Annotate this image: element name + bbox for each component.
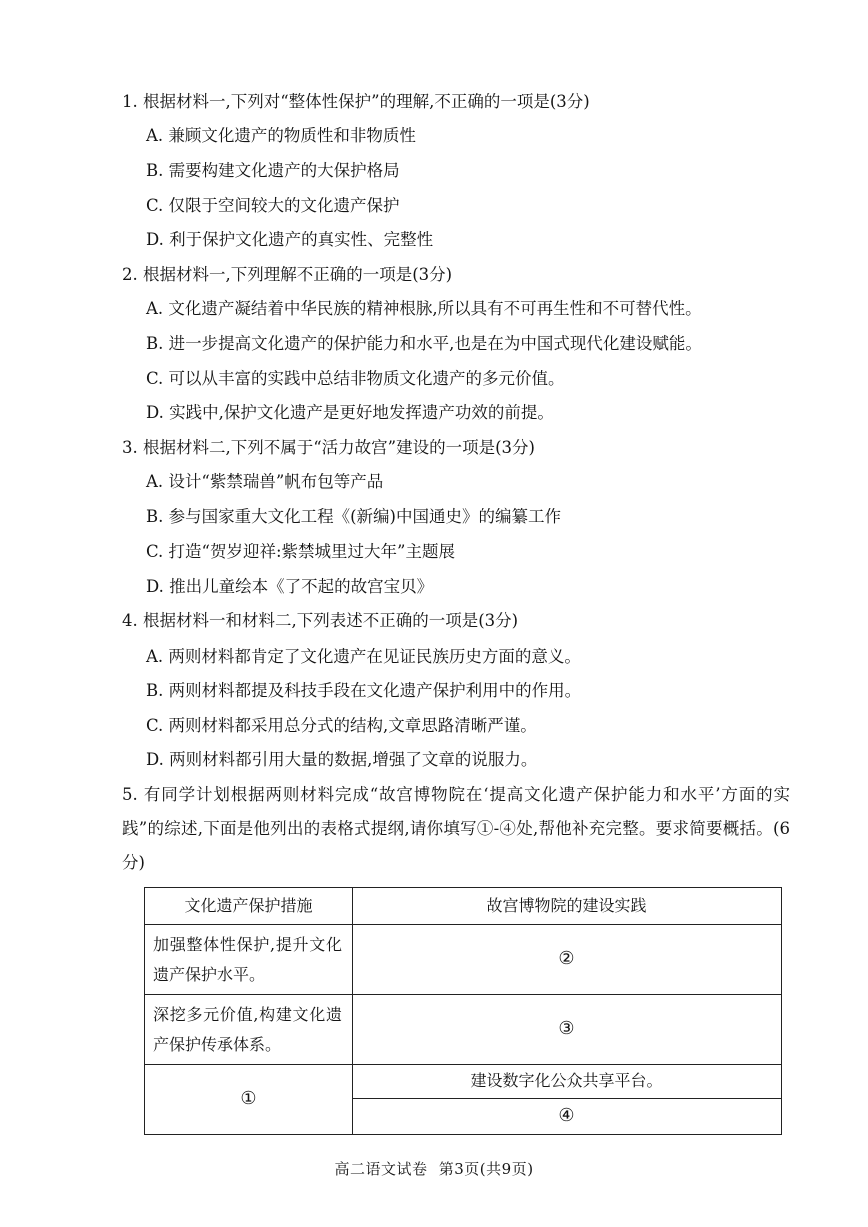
question-1-option-a: A. 兼顾文化遗产的物质性和非物质性 [146,126,416,145]
question-2-option-c: C. 可以从丰富的实践中总结非物质文化遗产的多元价值。 [146,369,565,388]
blank-4-cell[interactable]: ④ [558,1105,575,1126]
question-2-option-b: B. 进一步提高文化遗产的保护能力和水平,也是在为中国式现代化建设赋能。 [146,334,702,353]
question-4-option-b: B. 两则材料都提及科技手段在文化遗产保护利用中的作用。 [146,681,582,700]
question-4-option-d: D. 两则材料都引用大量的数据,增强了文章的说服力。 [146,750,538,769]
table-row-3-practice: 建设数字化公众共享平台。 [470,1071,663,1090]
blank-2-cell[interactable]: ② [558,948,575,969]
question-4-stem: 4. 根据材料一和材料二,下列表述不正确的一项是(3分) [122,611,519,630]
question-1-stem: 1. 根据材料一,下列对“整体性保护”的理解,不正确的一项是(3分) [122,92,590,111]
question-4-option-c: C. 两则材料都采用总分式的结构,文章思路清晰严谨。 [146,716,537,735]
question-2-stem: 2. 根据材料一,下列理解不正确的一项是(3分) [122,265,453,284]
table-header-practice: 故宫博物院的建设实践 [486,896,647,915]
question-3-option-a: A. 设计“紫禁瑞兽”帆布包等产品 [146,472,384,491]
question-2-option-a: A. 文化遗产凝结着中华民族的精神根脉,所以具有不可再生性和不可替代性。 [146,299,702,318]
question-3-option-d: D. 推出儿童绘本《了不起的故宫宝贝》 [146,577,434,596]
question-4-option-a: A. 两则材料都肯定了文化遗产在见证民族历史方面的意义。 [146,647,581,666]
table-header-measures: 文化遗产保护措施 [184,896,313,915]
outline-table [144,887,782,1135]
footer-exam-title: 高二语文试卷 [334,1160,428,1178]
question-1-option-c: C. 仅限于空间较大的文化遗产保护 [146,196,400,215]
footer-page-number: 第3页(共9页) [438,1160,534,1178]
blank-3-cell[interactable]: ③ [558,1018,575,1039]
question-1-option-d: D. 利于保护文化遗产的真实性、完整性 [146,230,434,249]
page-footer [0,1158,868,1179]
question-2-option-d: D. 实践中,保护文化遗产是更好地发挥遗产功效的前提。 [146,403,554,422]
blank-1-cell[interactable]: ① [240,1088,257,1109]
question-1-option-b: B. 需要构建文化遗产的大保护格局 [146,161,400,180]
question-3-option-b: B. 参与国家重大文化工程《(新编)中国通史》的编纂工作 [146,507,561,526]
question-5-stem: 5. 有同学计划根据两则材料完成“故宫博物院在‘提高文化遗产保护能力和水平’方面的实践”的综述,下面是他列出的表格式提纲,请你填写①-④处,帮他补充完整。要求简要概括。(6分) [122,785,790,872]
table-row-2-measure: 深挖多元价值,构建文化遗产保护传承体系。 [153,1005,342,1054]
table-row-1-measure: 加强整体性保护,提升文化遗产保护水平。 [153,935,342,984]
question-3-stem: 3. 根据材料二,下列不属于“活力故宫”建设的一项是(3分) [122,438,535,457]
question-3-option-c: C. 打造“贺岁迎祥:紫禁城里过大年”主题展 [146,542,455,561]
